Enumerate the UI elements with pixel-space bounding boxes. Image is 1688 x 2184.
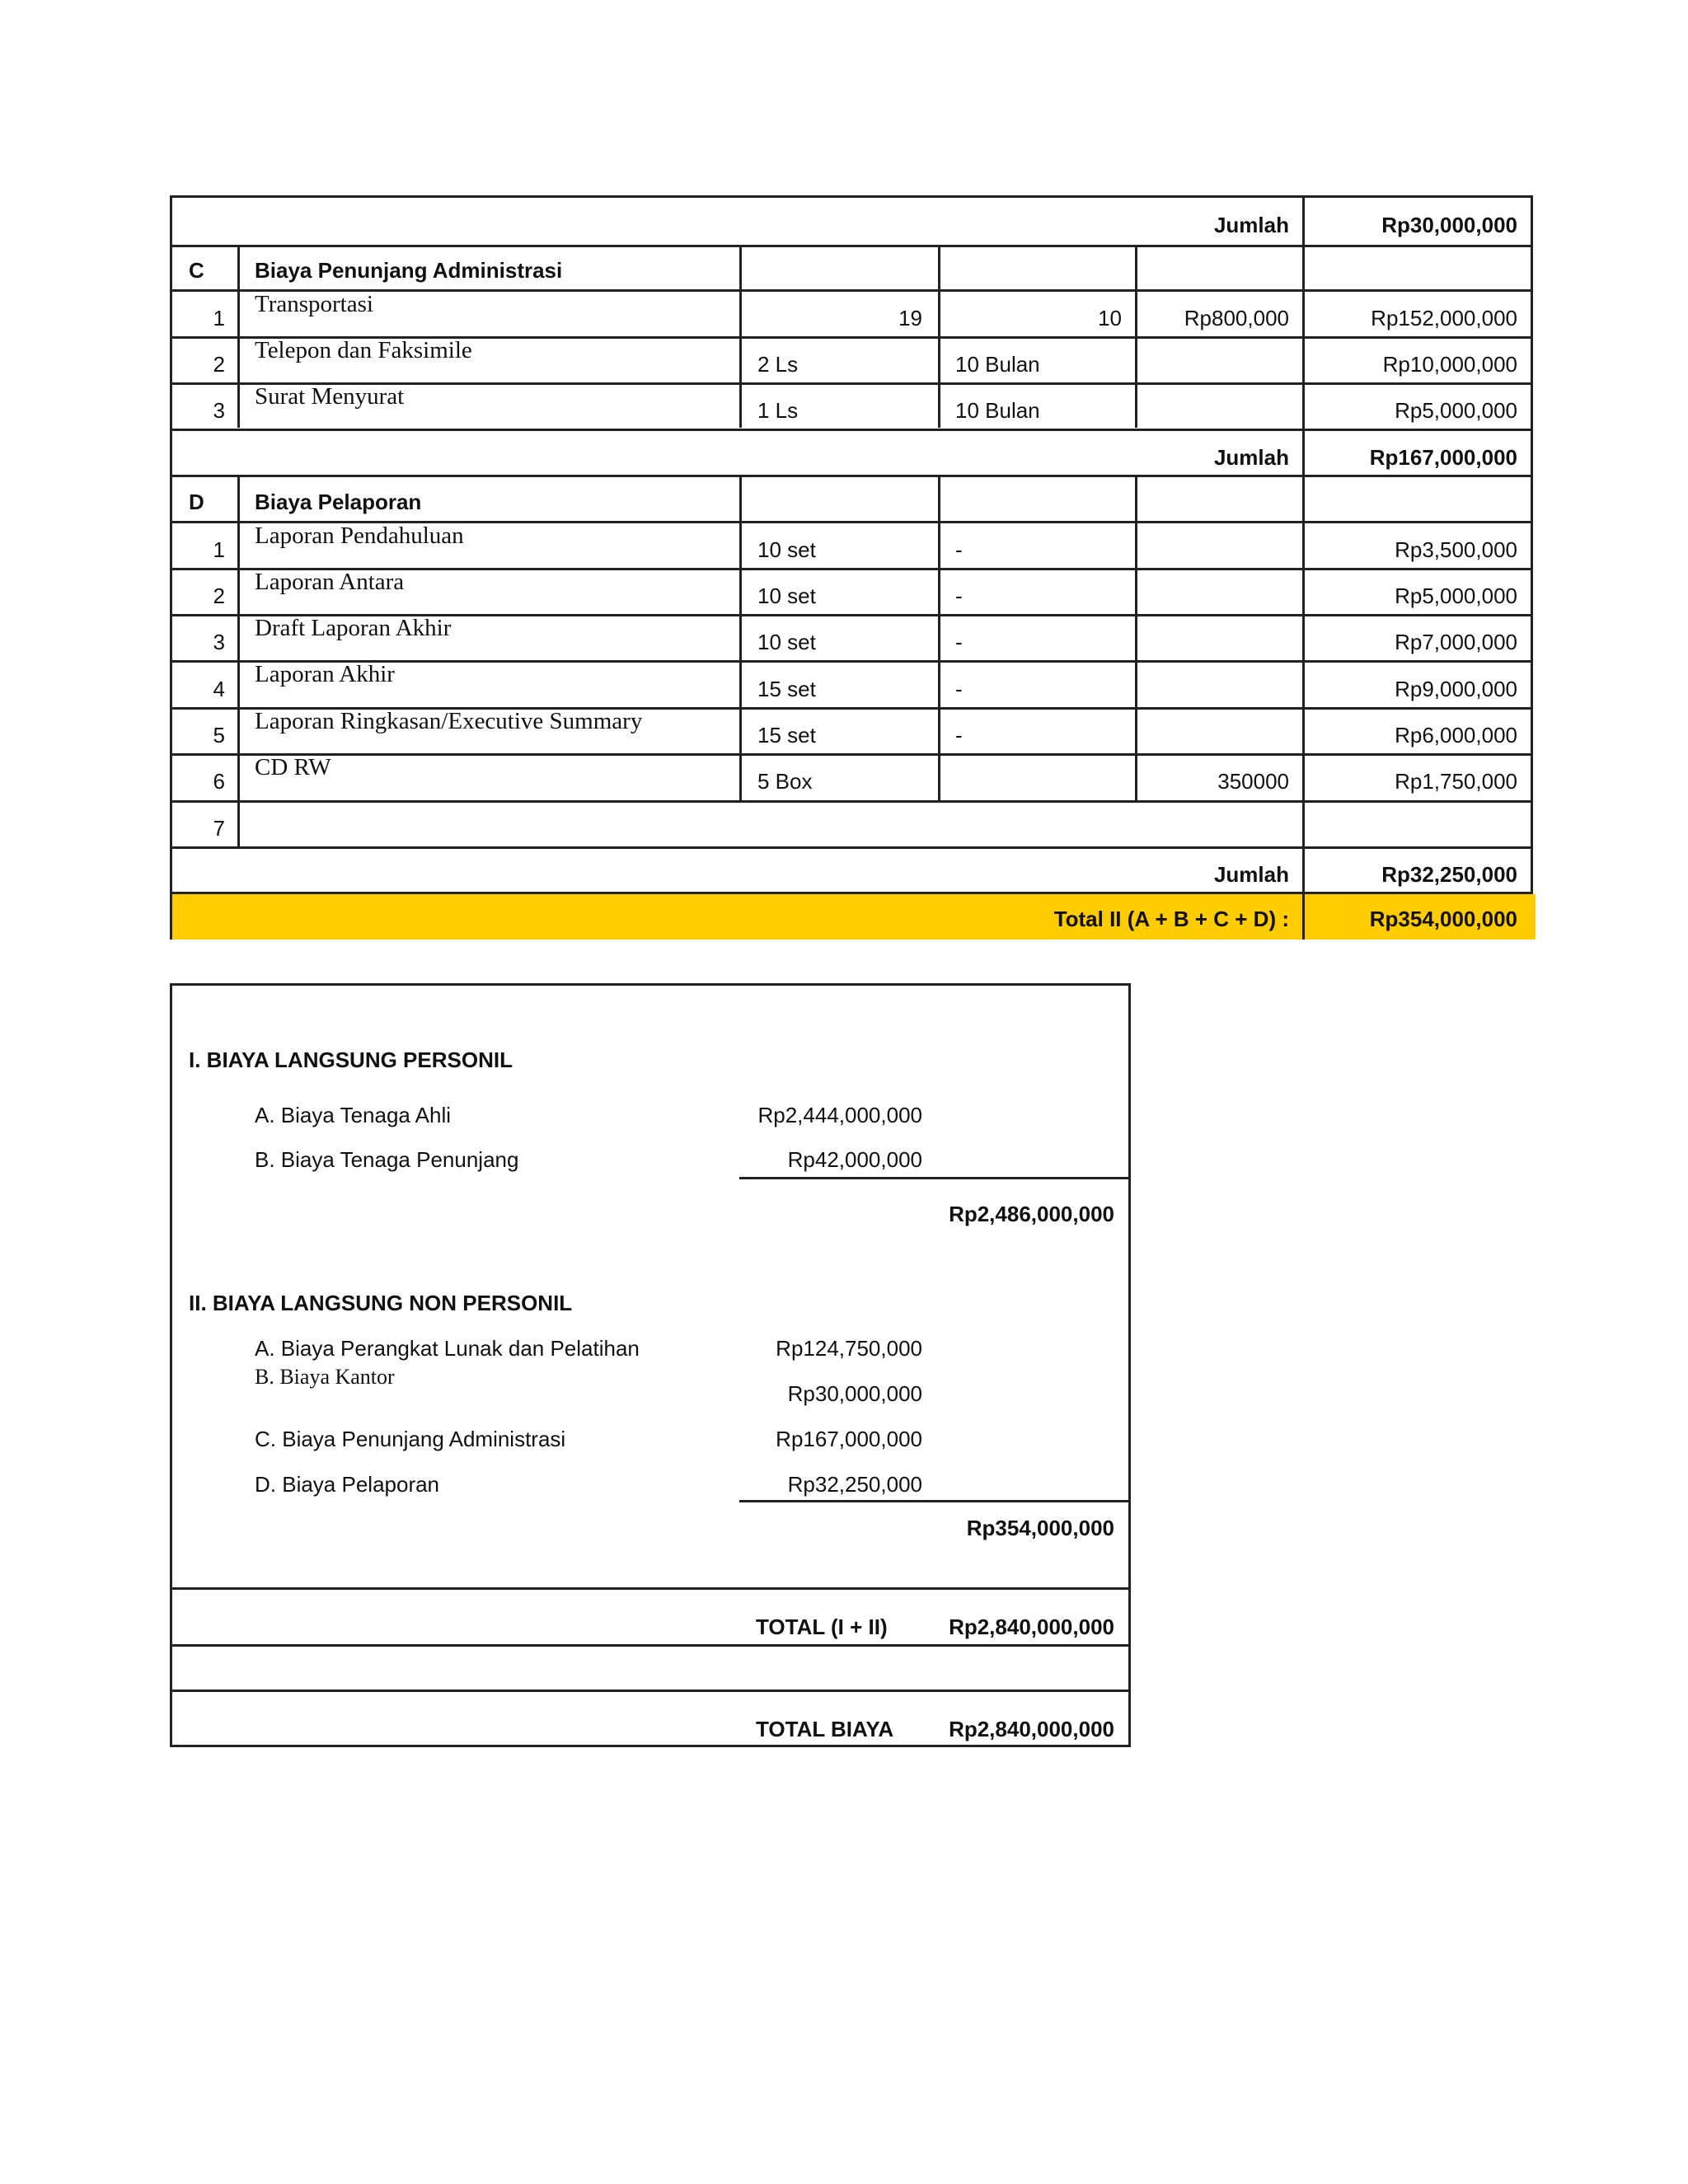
row-unit: - [955, 583, 963, 608]
summary-item-label: B. Biaya Tenaga Penunjang [255, 1147, 519, 1172]
row-volume: 15 set [757, 677, 816, 701]
row-total: Rp10,000,000 [1382, 352, 1517, 377]
row-unit: - [955, 677, 963, 701]
row-total: Rp5,000,000 [1395, 583, 1517, 608]
section-c-jumlah-label: Jumlah [1213, 445, 1289, 470]
cost-table [170, 195, 1533, 940]
row-item: Draft Laporan Akhir [255, 615, 452, 641]
row-unit: 10 Bulan [955, 398, 1040, 423]
non-personil-heading: II. BIAYA LANGSUNG NON PERSONIL [189, 1291, 573, 1315]
summary-item-value: Rp42,000,000 [787, 1147, 922, 1172]
row-item: Laporan Pendahuluan [255, 523, 464, 549]
row-volume: 10 set [757, 630, 816, 654]
summary-item-label: A. Biaya Perangkat Lunak dan Pelatihan [255, 1336, 640, 1361]
row-volume: 15 set [757, 723, 816, 748]
row-item: Laporan Ringkasan/Executive Summary [255, 708, 643, 734]
total-ii-value: Rp354,000,000 [1369, 907, 1517, 931]
row-total: Rp9,000,000 [1395, 677, 1517, 701]
row-unit: - [955, 723, 963, 748]
section-d-jumlah-label: Jumlah [1213, 862, 1289, 887]
row-number: 2 [213, 352, 225, 377]
row-number: 6 [213, 769, 225, 794]
row-item: Telepon dan Faksimile [255, 337, 472, 363]
non-personil-subtotal: Rp354,000,000 [966, 1516, 1114, 1540]
section-c-code: C [189, 258, 204, 283]
personil-heading: I. BIAYA LANGSUNG PERSONIL [189, 1047, 513, 1072]
row-number: 5 [213, 723, 225, 748]
prev-jumlah-label: Jumlah [1213, 213, 1289, 237]
row-item: Laporan Akhir [255, 661, 395, 687]
row-volume: 19 [898, 306, 922, 330]
row-total: Rp152,000,000 [1371, 306, 1517, 330]
row-number: 1 [213, 306, 225, 330]
subtotal-rule [739, 1500, 1131, 1502]
summary-item-value: Rp124,750,000 [776, 1336, 922, 1361]
row-volume: 1 Ls [757, 398, 799, 423]
summary-item-label: A. Biaya Tenaga Ahli [255, 1103, 452, 1127]
summary-item-label: D. Biaya Pelaporan [255, 1472, 440, 1497]
row-volume: 5 Box [757, 769, 813, 794]
summary-item-value: Rp167,000,000 [776, 1427, 922, 1451]
row-number: 2 [213, 583, 225, 608]
section-c-jumlah-value: Rp167,000,000 [1369, 445, 1517, 470]
total-biaya-label: TOTAL BIAYA [756, 1717, 894, 1741]
subtotal-rule [739, 1177, 1131, 1179]
summary-item-label: B. Biaya Kantor [255, 1365, 395, 1389]
total-ii-label: Total II (A + B + C + D) : [1053, 907, 1289, 931]
row-total: Rp1,750,000 [1395, 769, 1517, 794]
row-unit: - [955, 537, 963, 562]
section-d-title: Biaya Pelaporan [255, 490, 422, 514]
total-value: Rp2,840,000,000 [949, 1615, 1114, 1639]
row-price: 350000 [1217, 769, 1289, 794]
total-label: TOTAL (I + II) [756, 1615, 888, 1639]
row-total: Rp6,000,000 [1395, 723, 1517, 748]
summary-item-value: Rp30,000,000 [787, 1381, 922, 1406]
summary-item-value: Rp32,250,000 [787, 1472, 922, 1497]
prev-jumlah-value: Rp30,000,000 [1381, 213, 1517, 237]
row-total: Rp7,000,000 [1395, 630, 1517, 654]
section-d-jumlah-value: Rp32,250,000 [1381, 862, 1517, 887]
row-item: Transportasi [255, 291, 373, 317]
row-volume: 10 set [757, 583, 816, 608]
row-number: 3 [213, 630, 225, 654]
row-number: 1 [213, 537, 225, 562]
row-number: 7 [213, 816, 225, 841]
row-item: Laporan Antara [255, 569, 405, 595]
row-price: Rp800,000 [1184, 306, 1289, 330]
row-unit: 10 [1098, 306, 1122, 330]
row-unit: 10 Bulan [955, 352, 1040, 377]
row-item: Surat Menyurat [255, 383, 405, 410]
row-item: CD RW [255, 754, 331, 780]
summary-item-label: C. Biaya Penunjang Administrasi [255, 1427, 566, 1451]
cost-summary [170, 983, 1131, 1747]
row-total: Rp5,000,000 [1395, 398, 1517, 423]
row-unit: - [955, 630, 963, 654]
row-total: Rp3,500,000 [1395, 537, 1517, 562]
row-number: 4 [213, 677, 225, 701]
row-number: 3 [213, 398, 225, 423]
summary-item-value: Rp2,444,000,000 [757, 1103, 922, 1127]
section-d-code: D [189, 490, 204, 514]
personil-subtotal: Rp2,486,000,000 [949, 1202, 1114, 1226]
section-c-title: Biaya Penunjang Administrasi [255, 258, 563, 283]
row-volume: 2 Ls [757, 352, 799, 377]
row-volume: 10 set [757, 537, 816, 562]
total-biaya-value: Rp2,840,000,000 [949, 1717, 1114, 1741]
